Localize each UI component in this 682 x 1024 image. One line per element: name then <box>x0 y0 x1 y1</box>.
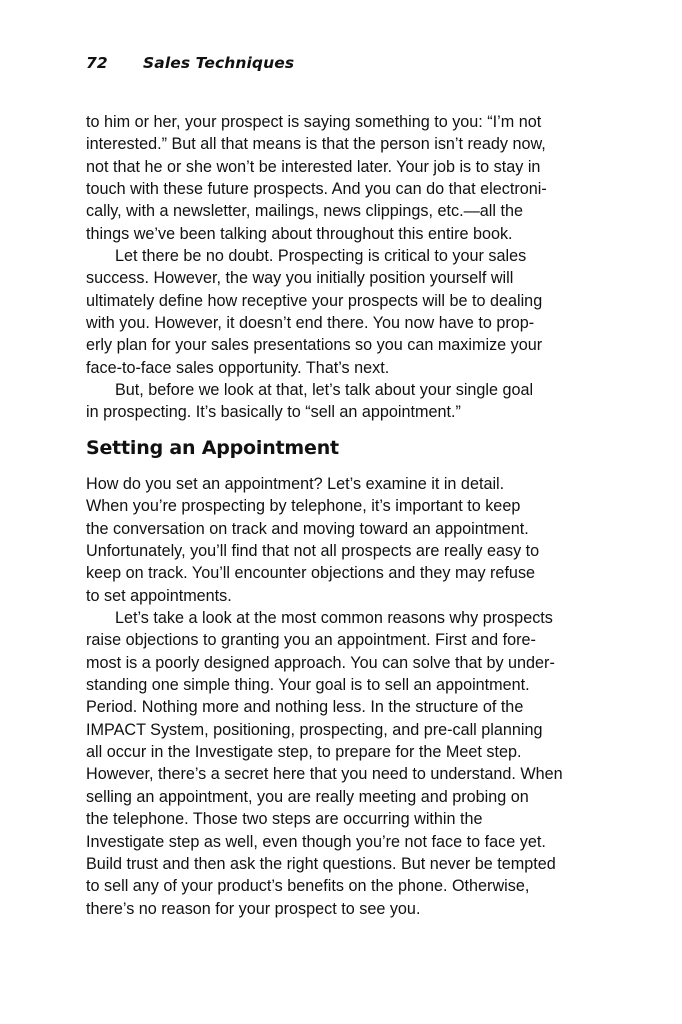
text-line: raise objections to granting you an appointment. First and fore- <box>86 631 536 650</box>
text-line: face-to-face sales opportunity. That’s next. <box>86 358 390 377</box>
text-line: the telephone. Those two steps are occurring within the <box>86 810 483 829</box>
text-line: to him or her, your prospect is saying something to you: “I’m not <box>86 113 542 131</box>
text-line: Period. Nothing more and nothing less. In the structure of the <box>86 698 524 717</box>
text-line: Let’s take a look at the most common reasons why prospects <box>115 609 553 628</box>
text-line: touch with these future prospects. And you can do that electroni- <box>86 180 547 199</box>
text-line: the conversation on track and moving toward an appointment. <box>86 519 529 538</box>
text-line: Build trust and then ask the right questions. But never be tempted <box>86 854 556 873</box>
text-line: to set appointments. <box>86 586 232 605</box>
text-line: in prospecting. It’s basically to “sell an appointment.” <box>86 403 461 422</box>
text-line: But, before we look at that, let’s talk about your single goal <box>115 381 534 400</box>
text-line: However, there’s a secret here that you need to understand. When <box>86 765 563 784</box>
text-line: Let there be no doubt. Prospecting is critical to your sales <box>115 247 527 266</box>
text-line: interested.” But all that means is that the person isn’t ready now, <box>86 135 546 154</box>
page-number: 72 <box>86 54 108 72</box>
text-line: How do you set an appointment? Let’s examine it in detail. <box>86 475 505 493</box>
text-line: to sell any of your product’s benefits on the phone. Otherwise, <box>86 877 530 896</box>
text-line: When you’re prospecting by telephone, it’s important to keep <box>86 497 521 516</box>
text-line: standing one simple thing. Your goal is to sell an appointment. <box>86 676 530 695</box>
text-line: cally, with a newsletter, mailings, news clippings, etc.—all the <box>86 202 523 221</box>
body-text-block-2 <box>86 473 616 920</box>
text-line: most is a poorly designed approach. You can solve that by under- <box>86 653 555 672</box>
text-line: Investigate step as well, even though you’re not face to face yet. <box>86 832 546 851</box>
running-head-title: Sales Techniques <box>143 54 295 72</box>
body-text-block-1 <box>86 111 616 424</box>
running-head <box>86 54 294 72</box>
text-line: ultimately define how receptive your prospects will be to dealing <box>86 291 543 310</box>
section-heading: Setting an Appointment <box>86 437 339 459</box>
text-line: things we’ve been talking about throughout this entire book. <box>86 224 513 243</box>
text-line: erly plan for your sales presentations so you can maximize your <box>86 336 543 355</box>
text-line: there’s no reason for your prospect to see you. <box>86 899 421 918</box>
text-line: selling an appointment, you are really meeting and probing on <box>86 787 529 806</box>
text-line: with you. However, it doesn’t end there. You now have to prop- <box>86 314 535 333</box>
text-line: keep on track. You’ll encounter objections and they may refuse <box>86 564 536 583</box>
text-line: all occur in the Investigate step, to prepare for the Meet step. <box>86 743 522 762</box>
text-line: success. However, the way you initially position yourself will <box>86 269 514 288</box>
text-line: Unfortunately, you’ll find that not all prospects are really easy to <box>86 542 540 561</box>
text-line: IMPACT System, positioning, prospecting, and pre-call planning <box>86 720 543 739</box>
text-line: not that he or she won’t be interested later. Your job is to stay in <box>86 157 541 176</box>
